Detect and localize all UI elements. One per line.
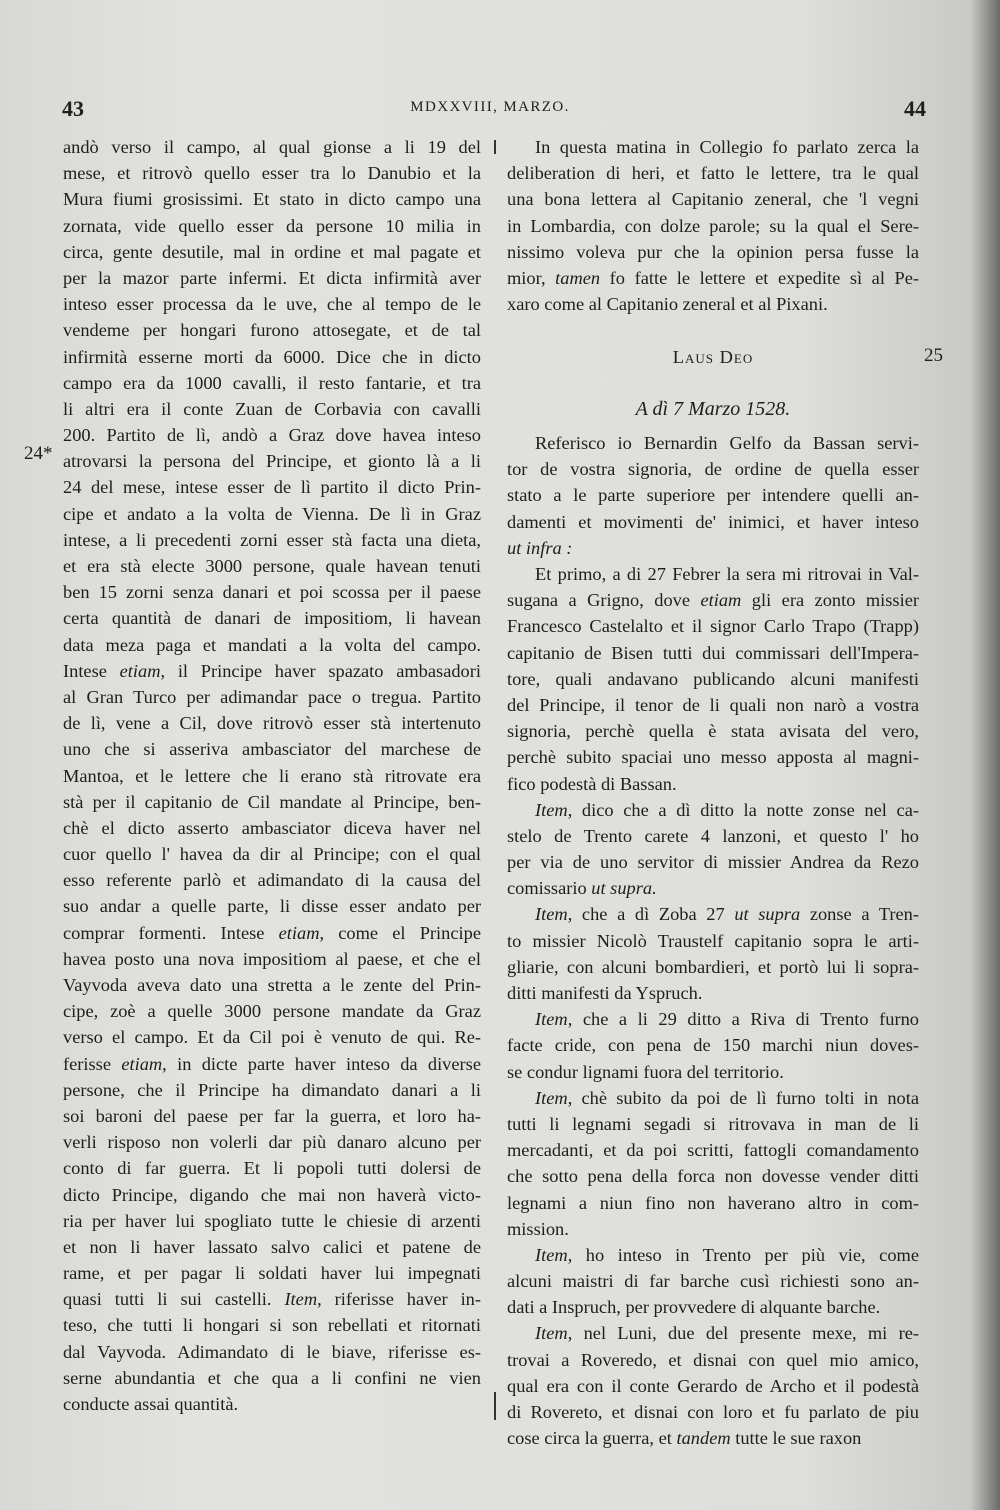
text-line: Et primo, a di 27 Febrer la sera mi ritrovai in Val-: [535, 564, 919, 584]
text-line: cuor quello l' havea da dir al Principe; con el qual: [63, 844, 481, 865]
spacer: [507, 317, 919, 343]
text-line: fico podestà di Bassan.: [507, 773, 677, 794]
text-line: comprar formenti. Intese etiam, come el Principe: [63, 922, 481, 943]
text-line: Item, dico che a dì ditto la notte zonse nel ca-: [535, 799, 919, 820]
text-line: facte cride, con pena de 150 marchi niun doves-: [507, 1035, 919, 1056]
text-line: verso el campo. Et da Cil poi è venuto de qui. Re-: [63, 1027, 481, 1048]
right-column-report-text: [507, 430, 919, 1451]
text-line: capitanio de Bisen tutti dui commissari dell'Impera-: [507, 642, 919, 663]
text-line: uno che si asseriva ambasciator del marchese de: [63, 739, 481, 760]
text-line: signoria, perchè quella è stata avisata del vero,: [507, 721, 919, 742]
text-line: et non li haver lassato salvo calici et patene de: [63, 1236, 481, 1257]
right-column-top-text: [507, 134, 919, 317]
text-line: infirmità esserne morti da 6000. Dice che in dicto: [63, 346, 481, 367]
margin-note-right: 25: [924, 345, 943, 366]
text-line: Referisco io Bernardin Gelfo da Bassan servi-: [535, 433, 919, 454]
text-line: che sotto pena della forca non dovesse vender ditti: [507, 1166, 919, 1187]
text-line: perchè subito spaciai uno messo apposta al magni-: [507, 747, 919, 768]
left-page-number: 43: [62, 96, 84, 121]
text-line: trovai a Roveredo, et disnai con quel mio amico,: [507, 1349, 919, 1370]
text-line: mercadanti, et da poi scritti, fattogli comandamento: [507, 1140, 919, 1161]
text-line: mission.: [507, 1218, 569, 1239]
text-line: per la mazor parte infermi. Et dicta infirmità aver: [63, 267, 481, 288]
text-line: Item, che a li 29 ditto a Riva di Trento furno: [535, 1009, 919, 1030]
margin-note-left: 24*: [24, 443, 53, 464]
column-divider-bottom: [494, 1392, 496, 1420]
text-line: comissario ut supra.: [507, 878, 657, 899]
text-line: serne abundantia et che qua a li confini ne vien: [63, 1367, 481, 1388]
text-line: teso, che tutti li hongari si son rebellati et ritornati: [63, 1315, 481, 1336]
text-line: dati a Inspruch, per provvedere di alquante barche.: [507, 1297, 881, 1318]
text-line: per via de uno servitor di missier Andrea da Rezo: [507, 852, 919, 873]
text-line: chè el dicto asserto ambasciator diceva haver nel: [63, 817, 481, 838]
column-divider-top: [494, 140, 496, 154]
text-line: conducte assai quantità.: [63, 1394, 239, 1414]
text-line: cipe et andato a la volta de Vienna. De lì in Graz: [63, 503, 481, 524]
text-line: tutti li legnami segadi si ritrovava in man de li: [507, 1113, 919, 1134]
left-column: [63, 134, 481, 1417]
text-line: Item, nel Luni, due del presente mexe, mi re-: [535, 1323, 919, 1344]
spacer: [507, 370, 919, 396]
text-line: ferisse etiam, in dicte parte haver inteso da diverse: [63, 1053, 481, 1074]
text-line: intese, a li precedenti zorni esser stà facta una dieta,: [63, 529, 481, 550]
text-line: 200. Partito de lì, andò a Graz dove havea inteso: [63, 425, 481, 446]
text-line: campo era da 1000 cavalli, il resto fantarie, et tra: [63, 372, 481, 393]
text-line: suo andar a quelle parte, li disse esser andato per: [63, 896, 481, 917]
text-line: In questa matina in Collegio fo parlato zerca la: [535, 137, 919, 157]
text-line: ut infra :: [507, 537, 573, 558]
text-line: andò verso il campo, al qual gionse a li 19 del: [63, 137, 481, 157]
text-line: legnami a niun fino non haverano altro in com-: [507, 1192, 919, 1213]
text-line: soi baroni del paese per far la guerra, et loro ha-: [63, 1105, 481, 1126]
text-line: cose circa la guerra, et tandem tutte le sue raxon: [507, 1428, 862, 1449]
text-line: circa, gente desutile, mal in ordine et mal pagate et: [63, 241, 481, 262]
text-line: stato a le parte superiore per intendere quelli an-: [507, 485, 919, 506]
text-line: xaro come al Capitanio zeneral et al Pixani.: [507, 294, 828, 315]
text-line: in Lombardia, con dolze parole; su la qual el Sere-: [507, 215, 919, 236]
text-line: Mura fiumi grosissimi. Et stato in dicto campo una: [63, 189, 481, 210]
text-line: dal Vayvoda. Adimandato di le biave, riferisse es-: [63, 1341, 481, 1362]
right-column: [507, 134, 919, 1451]
text-line: cipe, zoè a quelle 3000 persone mandate da Graz: [63, 1001, 481, 1022]
text-line: dicto Principe, digando che mai non haverà victo-: [63, 1184, 481, 1205]
text-line: al Gran Turco per adimandar pace o tregua. Partito: [63, 686, 481, 707]
spacer: [507, 422, 919, 430]
text-line: Item, che a dì Zoba 27 ut supra zonse a Tren-: [535, 904, 919, 925]
laus-deo-heading: Laus Deo: [672, 346, 754, 367]
text-line: vendeme per hongari furono attosegate, et de tal: [63, 320, 481, 341]
text-line: zornata, vide quello esser da persone 10 milia in: [63, 215, 481, 236]
text-line: di Rovereto, et disnai con loro et fu parlato de piu: [507, 1402, 919, 1422]
text-line: tor de vostra signoria, de ordine de quella esser: [507, 459, 919, 480]
text-line: atrovarsi la persona del Principe, et gionto là a li: [63, 451, 481, 472]
text-line: to missier Nicolò Traustelf capitanio sopra le arti-: [507, 930, 919, 951]
text-line: li altri era il conte Zuan de Corbavia con cavalli: [63, 398, 481, 419]
text-line: sugana a Grigno, dove etiam gli era zonto missier: [507, 590, 919, 611]
text-line: quasi tutti li sui castelli. Item, riferisse haver in-: [63, 1289, 481, 1310]
text-line: ria per haver lui spogliato tutte le chiesie di arzenti: [63, 1210, 481, 1231]
text-line: stà per il capitanio de Cil mandate al Principe, ben-: [63, 791, 481, 812]
text-line: havea posto una nova impositiom al paese, et che el: [63, 948, 481, 969]
text-line: mese, et ritrovò quello esser tra lo Danubio et la: [63, 163, 481, 184]
text-line: esso referente parlò et adimandato di la causa del: [63, 870, 481, 891]
text-line: Item, chè subito da poi de lì furno tolti in nota: [535, 1087, 919, 1108]
text-line: gliarie, con alcuni bombardieri, et portò lui li sopra-: [507, 956, 919, 977]
text-line: se condur lignami fuora del territorio.: [507, 1061, 784, 1082]
right-page-number: 44: [904, 96, 926, 121]
text-line: ditti manifesti da Yspruch.: [507, 983, 703, 1003]
text-line: et era stà electe 3000 persone, quale havean tenuti: [63, 556, 481, 576]
text-line: conto di far guerra. Et li popoli tutti dolersi de: [63, 1158, 481, 1179]
text-line: Item, ho inteso in Trento per più vie, come: [535, 1244, 919, 1265]
text-line: 24 del mese, intese esser de lì partito il dicto Prin-: [63, 477, 481, 498]
text-line: del Principe, il tenor de li quali non narò a vostra: [507, 694, 919, 715]
text-line: Vayvoda aveva dato una stretta a le zente del Prin-: [63, 975, 481, 995]
text-line: Intese etiam, il Principe haver spazato ambasadori: [63, 660, 481, 681]
text-line: Mantoa, et le lettere che li erano stà ritrovate era: [63, 765, 481, 786]
text-line: Francesco Castelalto et il signor Carlo Trapo (Trapp): [507, 616, 919, 637]
text-line: alcuni maistri di far barche cusì richiesti sono an-: [507, 1271, 919, 1292]
dateline-heading: A dì 7 Marzo 1528.: [635, 397, 791, 420]
text-line: una bona lettera al Capitanio zeneral, che 'l vegni: [507, 189, 919, 210]
text-line: de lì, vene a Cil, dove ritrovò esser stà intertenuto: [63, 713, 481, 734]
text-line: nissimo voleva pur che la opinion persa fusse la: [507, 241, 919, 262]
text-line: stelo de Trento carete 4 lanzoni, et questo l' ho: [507, 825, 919, 846]
running-header: [60, 96, 926, 124]
text-line: verli risposo non volerli dar più danaro alcuno per: [63, 1132, 481, 1153]
text-line: inteso esser processa da le uve, che al tempo de le: [63, 294, 481, 315]
text-line: damenti et movimenti de' inimici, et haver inteso: [507, 511, 919, 532]
text-line: tore, quali andavano publicando alcuni manifesti: [507, 668, 919, 689]
text-line: data meza paga et mandati a la volta del campo.: [63, 634, 481, 655]
text-line: mior, tamen fo fatte le lettere et expedite sì al Pe-: [507, 267, 919, 288]
text-line: certa quantità de danari de impositiom, li havean: [63, 608, 481, 629]
text-line: qual era con il conte Gerardo de Archo et il podestà: [507, 1375, 919, 1396]
text-line: rame, et per pagar li soldati haver lui impegnati: [63, 1263, 481, 1284]
text-line: deliberation di heri, et fatto le lettere, tra le qual: [507, 163, 919, 184]
text-line: ben 15 zorni senza danari et poi scossa per il paese: [63, 582, 481, 603]
running-title: MDXXVIII, MARZO.: [410, 99, 570, 115]
text-line: persone, che il Principe ha dimandato danari a li: [63, 1079, 481, 1100]
